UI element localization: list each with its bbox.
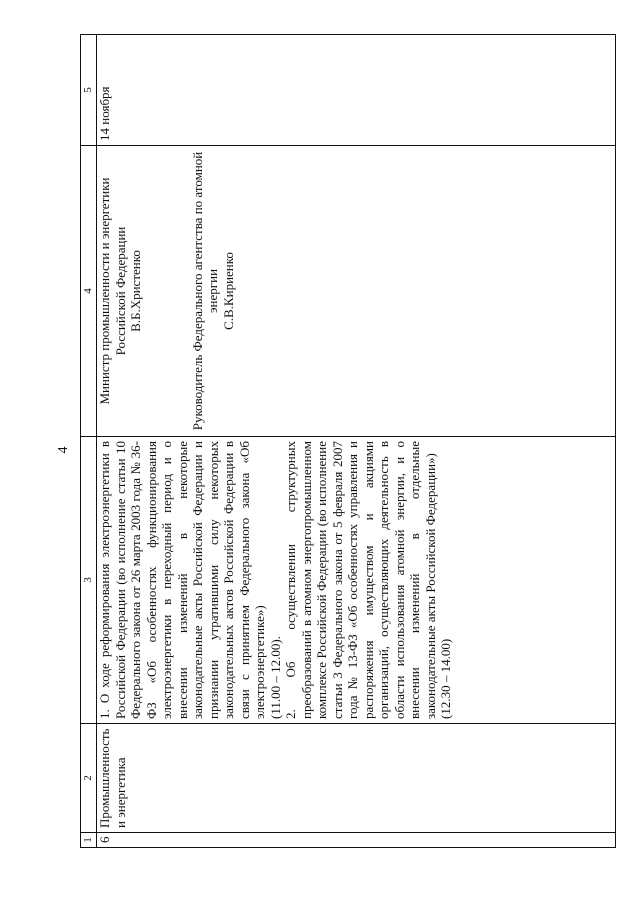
- agenda-table: [80, 34, 616, 848]
- speakers-cell: [97, 146, 616, 437]
- speaker-1-title: Министр промышленности и энергетики Российской Федерации: [97, 177, 128, 405]
- row-number-cell: 6: [97, 833, 616, 848]
- agenda-item-1-time: (11.00 – 12.00).: [267, 636, 283, 719]
- col-header-4: 4: [81, 146, 97, 437]
- table-header-row: [81, 35, 97, 848]
- col-header-2: 2: [81, 724, 97, 833]
- col-header-3: 3: [81, 437, 97, 724]
- table-row: [97, 35, 616, 848]
- agenda-item-2-time: (12.30 – 14.00): [438, 638, 453, 719]
- speaker-2-name: С.В.Кириенко: [220, 252, 236, 330]
- col-header-5: 5: [81, 35, 97, 146]
- sector-cell: Промышленность и энергетика: [97, 724, 616, 833]
- spacer: [144, 150, 190, 432]
- page-number: 4: [56, 446, 71, 454]
- col-header-1: 1: [81, 833, 97, 848]
- agenda-item-1: 1. О ходе реформирования электроэнергетики в Российской Федерации (во исполнение статьи 10 Федерального закона от 26 марта 2003 года № 36-ФЗ «Об особенностях функционирования электроэнергетики в переходный период и о внесении изменений в некоторые законодательные акты Российской Федерации и признании утратившими силу некоторых законодательных актов Российской Федерации в связи с принятием Федерального закона «Об электроэнергетике»): [97, 441, 267, 719]
- agenda-cell: [97, 437, 616, 724]
- speaker-1-name: В.Б.Христенко: [128, 250, 143, 332]
- rotated-table-container: [80, 40, 616, 848]
- date-cell: 14 ноября: [97, 35, 616, 146]
- speaker-2-title: Руководитель Федерального агентства по атомной энергии: [189, 151, 220, 431]
- agenda-item-2: 2. Об осуществлении структурных преобразований в атомном энергопромышленном комплексе Российской Федерации (во исполнение статьи 3 Федерального закона от 5 февраля 2007 года № 13-ФЗ «Об особенностях управления и распоряжения имуществом и акциями организаций, осуществляющих деятельность в области использования атомной энергии, и о внесении изменений в отдельные законодательные акты Российской Федерации»): [283, 441, 438, 719]
